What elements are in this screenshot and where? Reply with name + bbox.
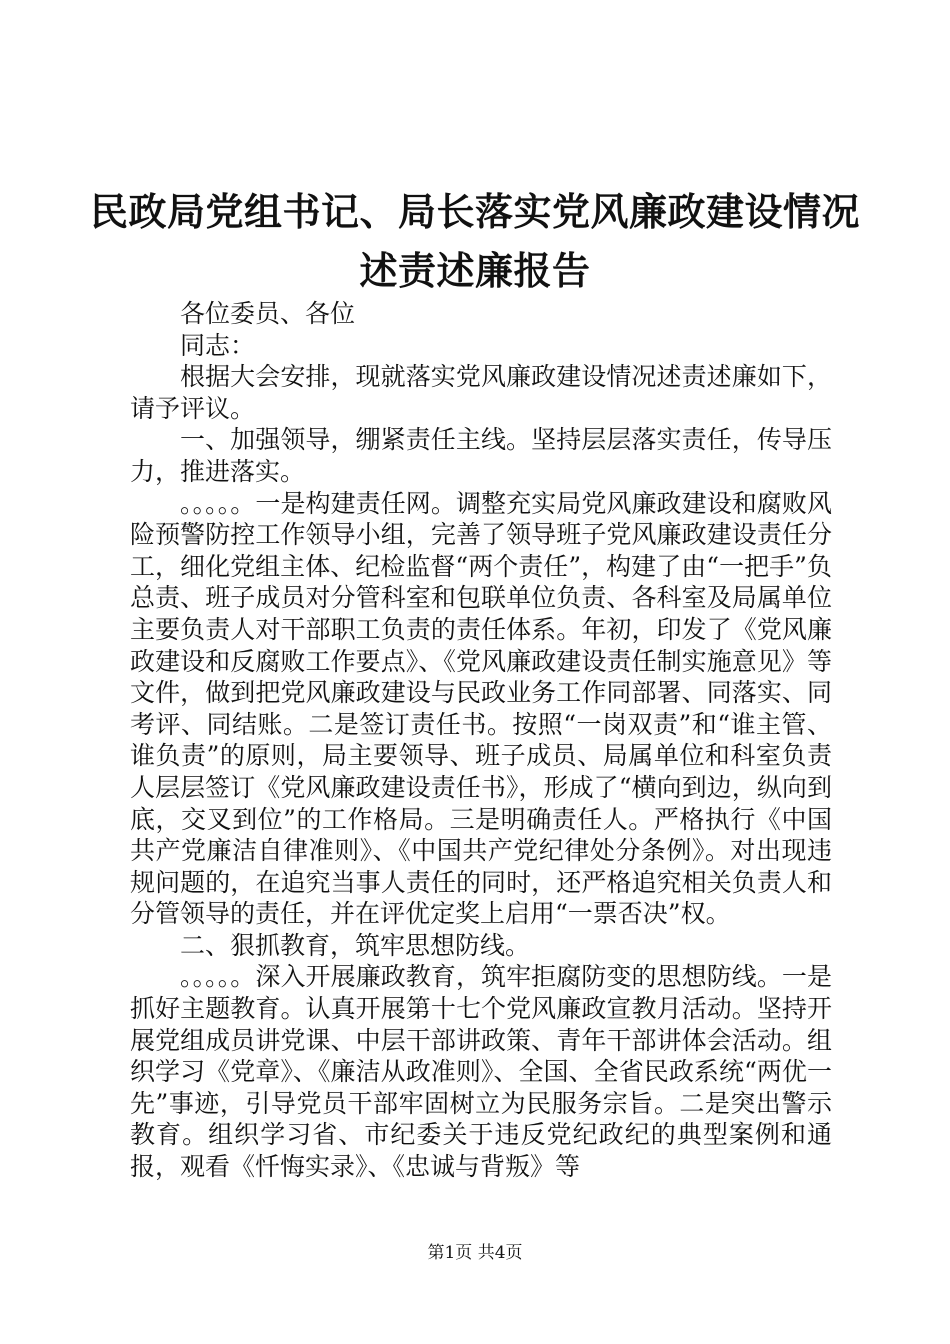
section-2-paragraph: 。。。。。深入开展廉政教育，筑牢拒腐防变的思想防线。一是抓好主题教育。认真开展第十七个党风廉政宣教月活动。坚持开展党组成员讲党课、中层干部讲政策、青年干部讲体会活动。组织学习《党章》、《廉洁从政准则》、全国、全省民政系统“两优一先”事迹，引导党员干部牢固树立为民服务宗旨。二是突出警示教育。组织学习省、市纪委关于违反党纪政纪的典型案例和通报，观看《忏悔实录》、《忠诚与背叛》等 xyxy=(130,962,832,1182)
salutation-line-2: 同志： xyxy=(180,330,256,360)
section-2-heading: 二、狠抓教育，筑牢思想防线。 xyxy=(180,930,531,960)
intro-paragraph: 根据大会安排，现就落实党风廉政建设情况述责述廉如下，请予评议。 xyxy=(130,362,832,423)
section-1-heading: 一、加强领导，绷紧责任主线。坚持层层落实责任，传导压力，推进落实。 xyxy=(130,425,832,486)
document-title-line-1: 民政局党组书记、局长落实党风廉政建设情况 xyxy=(89,189,860,234)
section-1-paragraph: 。。。。。一是构建责任网。调整充实局党风廉政建设和腐败风险预警防控工作领导小组，完善了领导班子党风廉政建设责任分工，细化党组主体、纪检监督“两个责任”，构建了由“一把手”负总责、班子成员对分管科室和包联单位负责、各科室及局属单位主要负责人对干部职工负责的责任体系。年初，印发了《党风廉政建设和反腐败工作要点》、《党风廉政建设责任制实施意见》等文件，做到把党风廉政建设与民政业务工作同部署、同落实、同考评、同结账。二是签订责任书。按照“一岗双责”和“谁主管、谁负责”的原则，局主要领导、班子成员、局属单位和科室负责人层层签订《党风廉政建设责任书》，形成了“横向到边，纵向到底，交叉到位”的工作格局。三是明确责任人。严格执行《中国共产党廉洁自律准则》、《中国共产党纪律处分条例》。对出现违规问题的，在追究当事人责任的同时，还严格追究相关负责人和分管领导的责任，并在评优定奖上启用“一票否决”权。 xyxy=(130,488,832,929)
salutation-line-1: 各位委员、各位 xyxy=(180,299,356,328)
page-number-footer: 第1页 共4页 xyxy=(427,1243,523,1263)
document-body xyxy=(130,298,832,1183)
document-title-line-2: 述责述廉报告 xyxy=(359,248,591,293)
